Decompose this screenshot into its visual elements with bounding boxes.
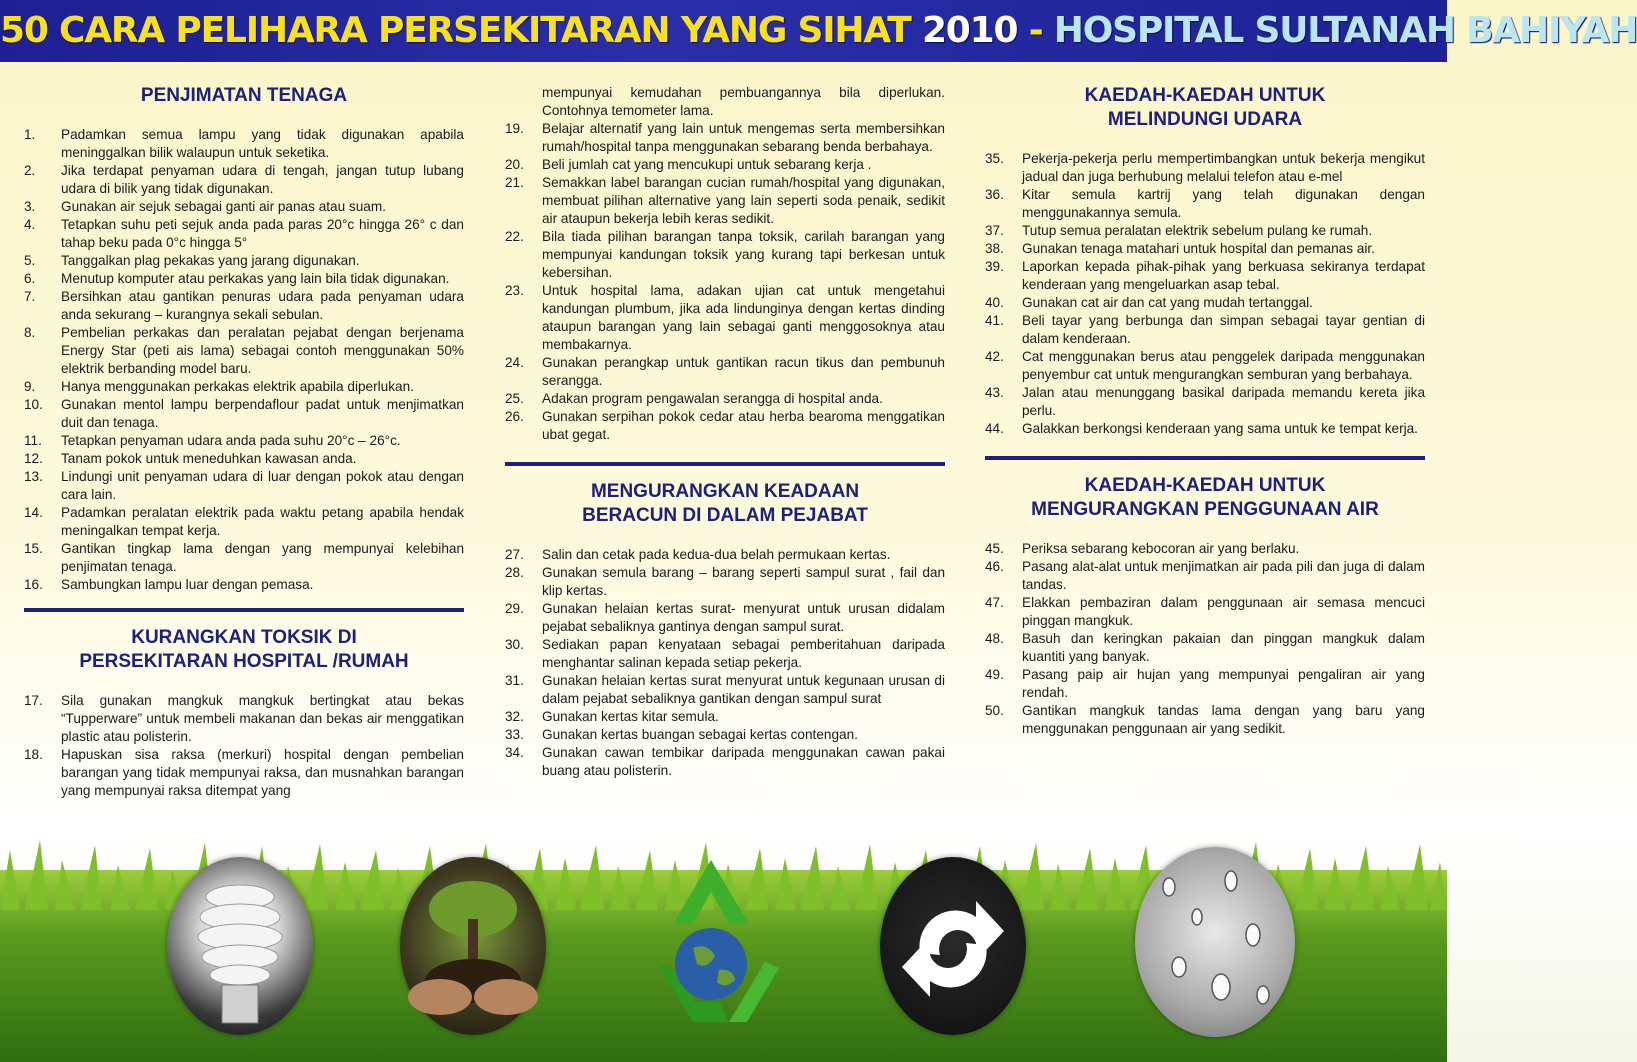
item-number: 2. [24, 163, 36, 178]
list-item [505, 354, 945, 390]
list-toksik [24, 692, 464, 800]
item-number: 42. [985, 349, 1004, 364]
item-text: Tutup semua peralatan elektrik sebelum pulang ke rumah. [1022, 223, 1373, 238]
item-text: Padamkan semua lampu yang tidak digunakan apabila meninggalkan bilik walaupun untuk seketika. [61, 127, 464, 160]
item-number: 45. [985, 541, 1004, 556]
item-number: 36. [985, 187, 1004, 202]
item-text: Tetapkan suhu peti sejuk anda pada paras 20°c hingga 26° c dan tahap beku pada 0°c hingga 5° [61, 217, 464, 250]
item-number: 17. [24, 693, 43, 708]
list-item [985, 558, 1425, 594]
item-number: 28. [505, 565, 524, 580]
heading-line-1: KURANGKAN TOKSIK DI [131, 627, 357, 648]
list-air [985, 540, 1425, 738]
list-item [505, 408, 945, 444]
item-text: Gantikan mangkuk tandas lama dengan yang baru yang menggunakan penggunaan air yang sedikit. [1022, 703, 1425, 736]
list-item [24, 198, 464, 216]
list-item [24, 378, 464, 396]
item-text: Untuk hospital lama, adakan ujian cat untuk mengetahui kandungan plumbum, jika ada lindunginya dengan kertas dinding ataupun barangan yang lain sebagai ganti menggosoknya atau membakarnya. [542, 283, 945, 352]
item-number: 46. [985, 559, 1004, 574]
column-left [24, 70, 464, 800]
list-item [505, 282, 945, 354]
item-number: 11. [24, 433, 42, 448]
list-item [505, 636, 945, 672]
item-number: 8. [24, 325, 36, 340]
item-text: Tetapkan penyaman udara anda pada suhu 20°c – 26°c. [61, 433, 401, 448]
item-text: Pembelian perkakas dan peralatan pejabat dengan berjenama Energy Star (peti ais lama) sebagai contoh menggunakan 50% elektrik berbanding model baru. [61, 325, 464, 376]
item-text: Hanya menggunakan perkakas elektrik apabila diperlukan. [61, 379, 414, 394]
item-number: 38. [985, 241, 1004, 256]
item-number: 3. [24, 199, 36, 214]
list-item [505, 726, 945, 744]
list-item [505, 120, 945, 156]
list-item [505, 156, 945, 174]
item-text: Pekerja-pekerja perlu mempertimbangkan untuk bekerja mengikut jadual dan juga berhubung melalui telefon atau e-mel [1022, 151, 1425, 184]
light-bulb-icon [167, 857, 313, 1035]
item-text: Bila tiada pilihan barangan tanpa toksik, carilah barangan yang mempunyai kandungan toksik yang kurang tapi berkesan untuk kebersihan. [542, 229, 945, 280]
item-number: 18. [24, 747, 43, 762]
item-number: 5. [24, 253, 36, 268]
list-item [985, 294, 1425, 312]
title-dash: - [1028, 10, 1043, 51]
item-number: 26. [505, 409, 524, 424]
list-item [985, 150, 1425, 186]
item-text: Galakkan berkongsi kenderaan yang sama untuk ke tempat kerja. [1022, 421, 1418, 436]
item-text: Gunakan air sejuk sebagai ganti air panas atau suam. [61, 199, 386, 214]
item-number: 6. [24, 271, 36, 286]
item-text: Gunakan semula barang – barang seperti sampul surat , fail dan klip kertas. [542, 565, 945, 598]
title-main: 50 CARA PELIHARA PERSEKITARAN YANG SIHAT [0, 10, 911, 51]
item-number: 48. [985, 631, 1004, 646]
list-item [24, 270, 464, 288]
heading-line-2: MENGURANGKAN PENGGUNAAN AIR [1031, 499, 1379, 520]
item-text: Adakan program pengawalan serangga di hospital anda. [542, 391, 883, 406]
list-item [24, 540, 464, 576]
item-number: 25. [505, 391, 524, 406]
item-number: 9. [24, 379, 36, 394]
item-number: 47. [985, 595, 1004, 610]
item-text: Gunakan serpihan pokok cedar atau herba bearoma menggatikan ubat gegat. [542, 409, 945, 442]
list-item [24, 216, 464, 252]
item-text: Basuh dan keringkan pakaian dan pinggan mangkuk dalam kuantiti yang banyak. [1022, 631, 1425, 664]
item-number: 41. [985, 313, 1004, 328]
item-number: 39. [985, 259, 1004, 274]
item-18-continuation: mempunyai kemudahan pembuangannya bila diperlukan. Contohnya temometer lama. [542, 85, 945, 118]
list-item [985, 702, 1425, 738]
list-item [24, 162, 464, 198]
list-item [24, 450, 464, 468]
item-number: 33. [505, 727, 524, 742]
list-item [505, 390, 945, 408]
item-number: 37. [985, 223, 1004, 238]
column-right [985, 70, 1425, 738]
item-text: Jika terdapat penyaman udara di tengah, jangan tutup lubang udara di bilik yang tidak digunakan. [61, 163, 464, 196]
item-number: 10. [24, 397, 43, 412]
item-text: Cat menggunakan berus atau penggelek daripada menggunakan penyembur cat untuk mengurangkan semburan yang berbahaya. [1022, 349, 1425, 382]
list-item [24, 746, 464, 800]
item-text: Lindungi unit penyaman udara di luar dengan pokok atau dengan cara lain. [61, 469, 464, 502]
item-text: Gunakan kertas buangan sebagai kertas contengan. [542, 727, 858, 742]
list-penjimatan [24, 126, 464, 594]
item-text: Pasang alat-alat untuk menjimatkan air pada pili dan juga di dalam tandas. [1022, 559, 1425, 592]
item-text: Gunakan helaian kertas surat- menyurat untuk urusan didalam pejabat sebaliknya gantinya dengan sampul surat. [542, 601, 945, 634]
item-number: 16. [24, 577, 43, 592]
item-text: Jalan atau menunggang basikal daripada memandu kereta jika perlu. [1022, 385, 1425, 418]
item-text: Gunakan cawan tembikar daripada menggunakan cawan pakai buang atau polisterin. [542, 745, 945, 778]
item-text: Beli jumlah cat yang mencukupi untuk sebarang kerja . [542, 157, 872, 172]
item-number: 4. [24, 217, 36, 232]
item-number: 21. [505, 175, 524, 190]
list-item [24, 396, 464, 432]
recycle-earth-icon [637, 852, 785, 1034]
list-item [505, 672, 945, 708]
list-item [24, 692, 464, 746]
item-number: 24. [505, 355, 524, 370]
list-item [985, 384, 1425, 420]
item-number: 49. [985, 667, 1004, 682]
list-item [505, 174, 945, 228]
heading-line-1: MENGURANGKAN KEADAAN [590, 481, 860, 502]
item-number: 23. [505, 283, 524, 298]
list-item [985, 222, 1425, 240]
item-text: Padamkan peralatan elektrik pada waktu petang apabila hendak meningalkan tempat kerja. [61, 505, 464, 538]
heading-line-1: KAEDAH-KAEDAH UNTUK [1084, 85, 1326, 106]
item-text: Sediakan papan kenyataan sebagai pemberitahuan daripada menghantar salinan kepada setiap pekerja. [542, 637, 945, 670]
item-number: 19. [505, 121, 524, 136]
item-text: Gunakan tenaga matahari untuk hospital dan pemanas air. [1022, 241, 1375, 256]
item-text: Pasang paip air hujan yang mempunyai pengaliran air yang rendah. [1022, 667, 1425, 700]
item-text: Gunakan helaian kertas surat menyurat untuk kegunaan urusan di dalam pejabat sebaliknya gantikan dengan sampul surat [542, 673, 945, 706]
item-text: Kitar semula kartrij yang telah digunakan dengan menggunakannya semula. [1022, 187, 1425, 220]
item-number: 1. [24, 127, 36, 142]
list-item [24, 126, 464, 162]
list-item [985, 312, 1425, 348]
item-text: Sila gunakan mangkuk mangkuk bertingkat atau bekas “Tupperware” untuk membeli makanan dan bekas air menggatikan plastic atau polisterin. [61, 693, 464, 744]
section-heading-pejabat [505, 480, 945, 528]
item-text: Tanggalkan plag pekakas yang jarang digunakan. [61, 253, 360, 268]
column-middle [505, 84, 945, 780]
item-number: 32. [505, 709, 524, 724]
section-heading-air [985, 474, 1425, 522]
item-text: Semakkan label barangan cucian rumah/hospital yang digunakan, membuat pilihan alternative yang lain seperti soda penaik, sedikit air ataupun bekerja lebih keras sedikit. [542, 175, 945, 226]
list-item [505, 708, 945, 726]
item-text: Beli tayar yang berbunga dan simpan sebagai tayar gentian di dalam kenderaan. [1022, 313, 1425, 346]
section-divider [505, 462, 945, 466]
section-heading-udara [985, 84, 1425, 132]
item-text: Gunakan cat air dan cat yang mudah tertanggal. [1022, 295, 1313, 310]
heading-line-1: KAEDAH-KAEDAH UNTUK [1084, 475, 1326, 496]
item-number: 34. [505, 745, 524, 760]
item-number: 7. [24, 289, 36, 304]
item-number: 35. [985, 151, 1004, 166]
list-item [985, 240, 1425, 258]
list-item [24, 288, 464, 324]
water-drops-icon [1135, 847, 1295, 1037]
tree-in-hands-icon [400, 857, 546, 1035]
section-heading-penjimatan [24, 84, 464, 108]
item-text: Belajar alternatif yang lain untuk mengemas serta membersihkan rumah/hospital tanpa menggunakan sebarang benda berbahaya. [542, 121, 945, 154]
list-pejabat [505, 546, 945, 780]
item-text: Gunakan kertas kitar semula. [542, 709, 719, 724]
list-item [24, 468, 464, 504]
list-toksik-cont [505, 120, 945, 444]
item-number: 50. [985, 703, 1004, 718]
list-item [24, 324, 464, 378]
item-number: 40. [985, 295, 1004, 310]
heading-line-2: MELINDUNGI UDARA [1107, 109, 1303, 130]
item-text: Sambungkan lampu luar dengan pemasa. [61, 577, 314, 592]
item-number: 29. [505, 601, 524, 616]
item-number: 15. [24, 541, 43, 556]
item-text: Periksa sebarang kebocoran air yang berlaku. [1022, 541, 1300, 556]
section-divider [24, 608, 464, 612]
list-item [985, 258, 1425, 294]
section-divider [985, 456, 1425, 460]
item-text: Hapuskan sisa raksa (merkuri) hospital dengan pembelian barangan yang tidak mempunyai raksa, dan musnahkan barangan yang mempunyai raksa ditempat yang [61, 747, 464, 798]
item-number: 13. [24, 469, 43, 484]
item-number: 43. [985, 385, 1004, 400]
item-number: 30. [505, 637, 524, 652]
list-item [985, 540, 1425, 558]
list-item [505, 600, 945, 636]
list-item [24, 252, 464, 270]
item-text: Menutup komputer atau perkakas yang lain bila tidak digunakan. [61, 271, 450, 286]
item-text: Salin dan cetak pada kedua-dua belah permukaan kertas. [542, 547, 891, 562]
item-number: 22. [505, 229, 524, 244]
title-year: 2010 [921, 10, 1018, 51]
item-number: 20. [505, 157, 524, 172]
item-number: 12. [24, 451, 43, 466]
item-text: Gantikan tingkap lama dengan yang mempunyai kelebihan penjimatan tenaga. [61, 541, 464, 574]
list-item [985, 666, 1425, 702]
item-text: Elakkan pembaziran dalam penggunaan air semasa mencuci pinggan mangkuk. [1022, 595, 1425, 628]
list-item [985, 186, 1425, 222]
item-number: 27. [505, 547, 524, 562]
title-hospital: HOSPITAL SULTANAH BAHIYAH [1053, 10, 1637, 51]
section-heading-toksik [24, 626, 464, 674]
list-item [24, 432, 464, 450]
item-text: Tanam pokok untuk meneduhkan kawasan anda. [61, 451, 357, 466]
item-number: 14. [24, 505, 43, 520]
list-item [985, 348, 1425, 384]
item-text: Bersihkan atau gantikan penuras udara pada penyaman udara anda sekurang – kurangnya sekali sebulan. [61, 289, 464, 322]
list-item [505, 744, 945, 780]
list-item [505, 564, 945, 600]
list-udara [985, 150, 1425, 438]
item-text: Gunakan mentol lampu berpendaflour padat untuk menjimatkan duit dan tenaga. [61, 397, 464, 430]
list-item [985, 630, 1425, 666]
heading-text: PENJIMATAN TENAGA [140, 85, 348, 106]
item-number: 44. [985, 421, 1004, 436]
list-item [24, 576, 464, 594]
heading-line-2: PERSEKITARAN HOSPITAL /RUMAH [79, 651, 409, 672]
green-dot-arrow-icon [880, 857, 1026, 1035]
list-item [985, 594, 1425, 630]
item-text: Gunakan perangkap untuk gantikan racun tikus dan pembunuh serangga. [542, 355, 945, 388]
list-item [24, 504, 464, 540]
list-item [505, 546, 945, 564]
list-item [985, 420, 1425, 438]
list-item [505, 228, 945, 282]
item-number: 31. [505, 673, 524, 688]
page-title-banner [0, 0, 1637, 62]
item-text: Laporkan kepada pihak-pihak yang berkuasa sekiranya terdapat kenderaan yang mengeluarkan asap tebal. [1022, 259, 1425, 292]
heading-line-2: BERACUN DI DALAM PEJABAT [582, 505, 868, 526]
